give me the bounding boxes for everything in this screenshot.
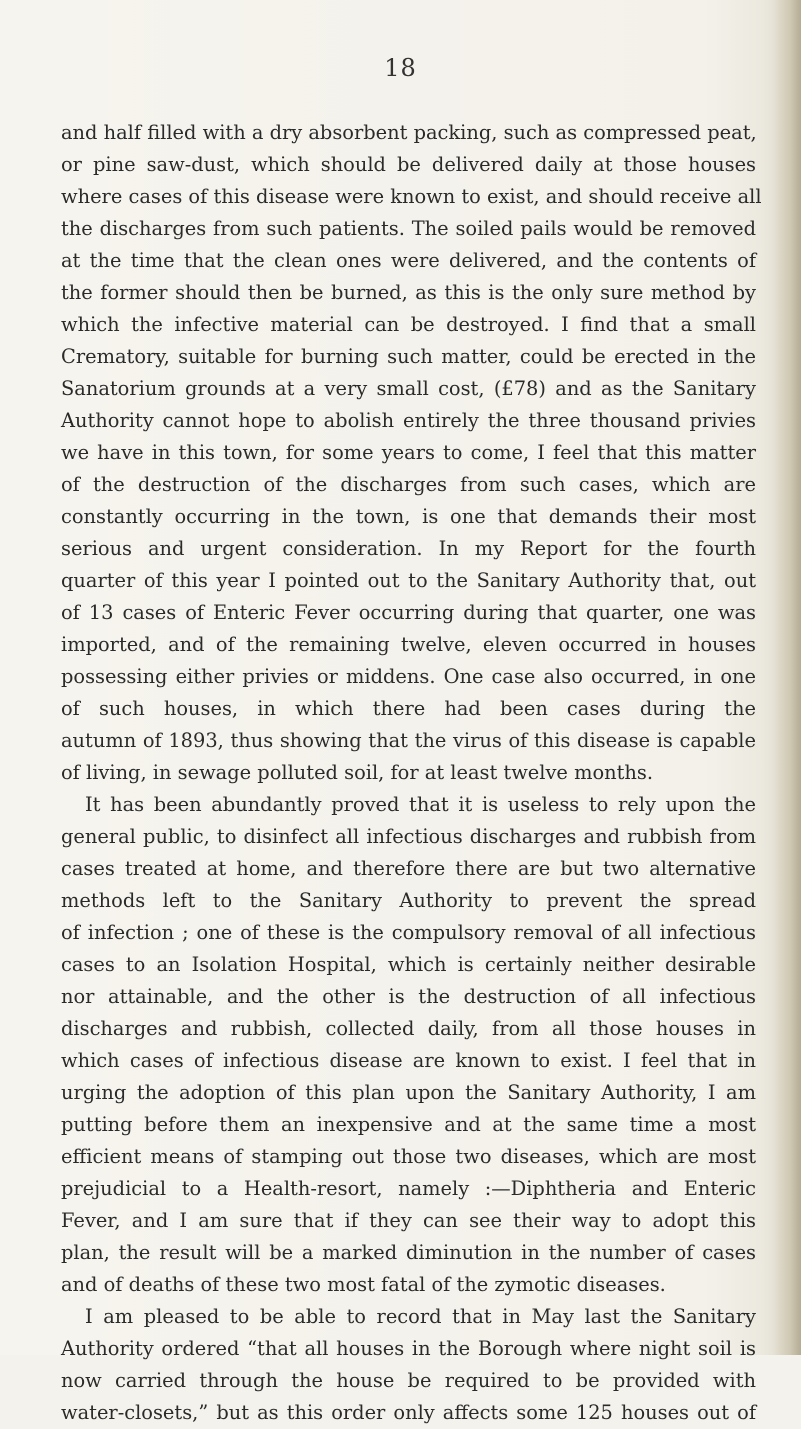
text-line: which the infective material can be destroyed. I find that a small <box>61 313 756 336</box>
text-line: we have in this town, for some years to come, I feel that this matter <box>61 441 756 464</box>
text-line: methods left to the Sanitary Authority to prevent the spread <box>61 889 756 912</box>
text-line: at the time that the clean ones were delivered, and the contents of <box>61 249 756 272</box>
text-line: Sanatorium grounds at a very small cost, (£78) and as the Sanitary <box>61 377 756 400</box>
text-line: of the destruction of the discharges from such cases, which are <box>61 473 756 496</box>
text-line: nor attainable, and the other is the destruction of all infectious <box>61 985 756 1008</box>
text-line: of 13 cases of Enteric Fever occurring during that quarter, one was <box>61 601 756 624</box>
text-line: Crematory, suitable for burning such matter, could be erected in the <box>61 345 756 368</box>
text-line: discharges and rubbish, collected daily, from all those houses in <box>61 1017 756 1040</box>
text-line: efficient means of stamping out those two diseases, which are most <box>61 1145 756 1168</box>
text-line: the discharges from such patients. The soiled pails would be removed <box>61 217 756 240</box>
text-line: constantly occurring in the town, is one that demands their most <box>61 505 756 528</box>
text-line: of living, in sewage polluted soil, for at least twelve months. <box>61 761 654 784</box>
text-line: prejudicial to a Health-resort, namely :—Diphtheria and Enteric <box>61 1177 756 1200</box>
text-line: or pine saw-dust, which should be delivered daily at those houses <box>61 153 756 176</box>
text-line: and of deaths of these two most fatal of the zymotic diseases. <box>61 1273 666 1296</box>
text-line: Fever, and I am sure that if they can see their way to adopt this <box>61 1209 756 1232</box>
text-line: It has been abundantly proved that it is useless to rely upon the <box>85 793 756 816</box>
text-line: putting before them an inexpensive and at the same time a most <box>61 1113 756 1136</box>
text-line: cases to an Isolation Hospital, which is certainly neither desirable <box>61 953 756 976</box>
text-line: general public, to disinfect all infectious discharges and rubbish from <box>61 825 756 848</box>
text-line: water-closets,” but as this order only affects some 125 houses out of <box>61 1401 756 1424</box>
text-line: serious and urgent consideration. In my Report for the fourth <box>61 537 756 560</box>
text-line: I am pleased to be able to record that in May last the Sanitary <box>85 1305 756 1328</box>
text-line: of infection ; one of these is the compulsory removal of all infectious <box>61 921 756 944</box>
text-line: quarter of this year I pointed out to the Sanitary Authority that, out <box>61 569 756 592</box>
text-line: Authority ordered “that all houses in the Borough where night soil is <box>61 1337 756 1360</box>
text-line: Authority cannot hope to abolish entirely the three thousand privies <box>61 409 756 432</box>
text-line: urging the adoption of this plan upon the Sanitary Authority, I am <box>61 1081 756 1104</box>
text-line: and half filled with a dry absorbent packing, such as compressed peat, <box>61 121 757 144</box>
text-line: which cases of infectious disease are known to exist. I feel that in <box>61 1049 756 1072</box>
page-number: 18 <box>384 54 417 82</box>
text-line: possessing either privies or middens. One case also occurred, in one <box>61 665 756 688</box>
text-line: cases treated at home, and therefore there are but two alternative <box>61 857 756 880</box>
text-line: autumn of 1893, thus showing that the virus of this disease is capable <box>61 729 756 752</box>
text-line: plan, the result will be a marked diminution in the number of cases <box>61 1241 756 1264</box>
text-line: now carried through the house be required to be provided with <box>61 1369 756 1392</box>
text-line: the former should then be burned, as this is the only sure method by <box>61 281 756 304</box>
body-text <box>61 117 762 1429</box>
text-line: imported, and of the remaining twelve, eleven occurred in houses <box>61 633 756 656</box>
text-line: where cases of this disease were known to exist, and should receive all <box>61 185 762 208</box>
page-edge-shadow <box>773 0 801 1355</box>
text-line: of such houses, in which there had been cases during the <box>61 697 756 720</box>
